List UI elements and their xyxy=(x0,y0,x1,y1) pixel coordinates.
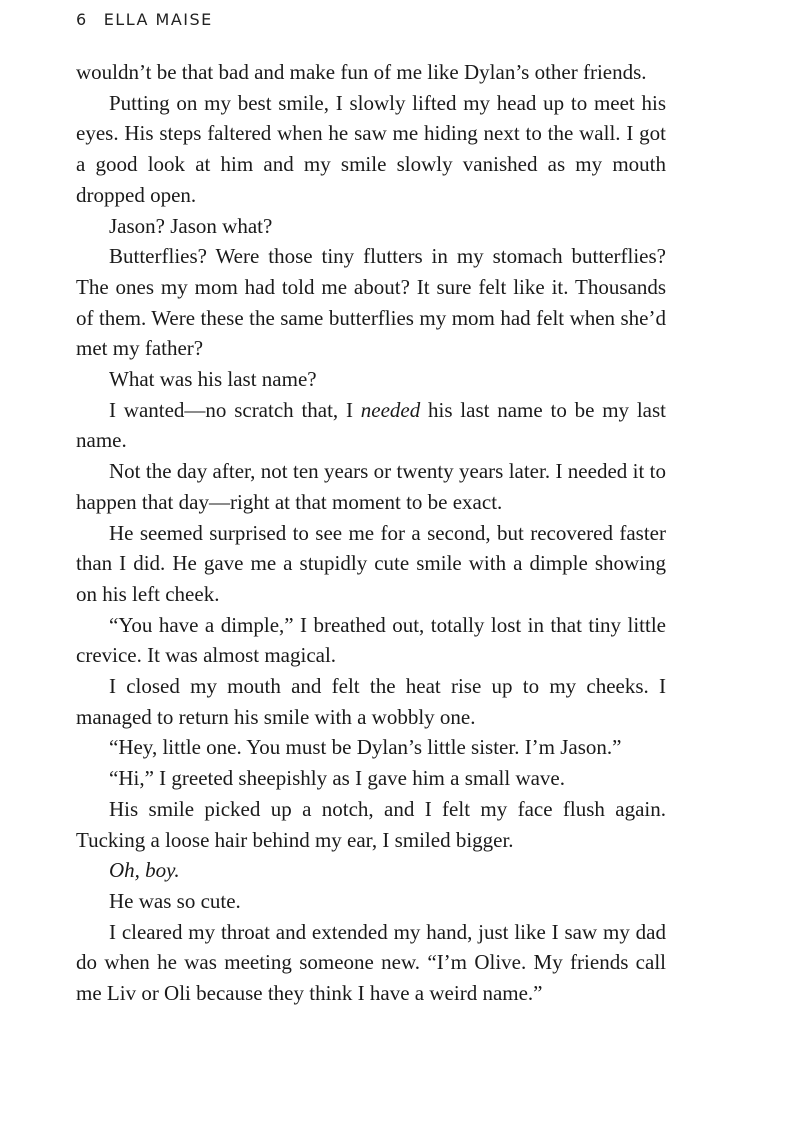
text-run: his last name to be my last name. xyxy=(76,397,666,453)
paragraph xyxy=(76,855,666,886)
paragraph: “Hi,” I greeted sheepishly as I gave him a small wave. xyxy=(109,766,566,791)
running-header xyxy=(76,10,213,29)
paragraph: He was so cute. xyxy=(109,888,241,913)
paragraph: What was his last name? xyxy=(109,367,317,392)
emphasis-text: Oh, boy. xyxy=(109,858,180,883)
page-number: 6 xyxy=(76,10,88,29)
paragraph: I closed my mouth and felt the heat rise up to my cheeks. I managed to return his smile with a wobbly one. xyxy=(76,674,666,729)
text-run: I wanted—no scratch that, I xyxy=(109,397,361,422)
paragraph: His smile picked up a notch, and I felt my face flush again. Tucking a loose hair behind my ear, I smiled bigger. xyxy=(76,796,666,852)
paragraph xyxy=(76,395,666,456)
paragraph: Butterflies? Were those tiny flutters in my stomach butterflies? The ones my mom had told me about? It sure felt like it. Thousands of them. Were these the same butterflies my mom had felt when she’d met my father? xyxy=(76,244,666,361)
emphasis-text: needed xyxy=(360,397,421,422)
paragraph: “You have a dimple,” I breathed out, totally lost in that tiny little crevice. It was almost magical. xyxy=(76,612,666,668)
paragraph: Putting on my best smile, I slowly lifted my head up to meet his eyes. His steps faltered when he saw me hiding next to the wall. I got a good look at him and my smile slowly vanished as my mouth dropped open. xyxy=(76,90,666,207)
paragraph: Not the day after, not ten years or twenty years later. I needed it to happen that day—right at that moment to be exact. xyxy=(76,459,666,514)
paragraph: wouldn’t be that bad and make fun of me like Dylan’s other friends. xyxy=(76,60,647,84)
paragraph: Jason? Jason what? xyxy=(109,213,273,238)
author-name: ELLA MAISE xyxy=(103,10,213,29)
paragraph: He seemed surprised to see me for a second, but recovered faster than I did. He gave me a stupidly cute smile with a dimple showing on his left cheek. xyxy=(76,520,666,606)
paragraph: I cleared my throat and extended my hand, just like I saw my dad do when he was meeting someone new. “I’m Olive. My friends call me Liv or Oli because they think I have a weird name.” xyxy=(76,919,666,1006)
body-text xyxy=(76,57,666,1009)
paragraph: “Hey, little one. You must be Dylan’s little sister. I’m Jason.” xyxy=(109,735,622,760)
